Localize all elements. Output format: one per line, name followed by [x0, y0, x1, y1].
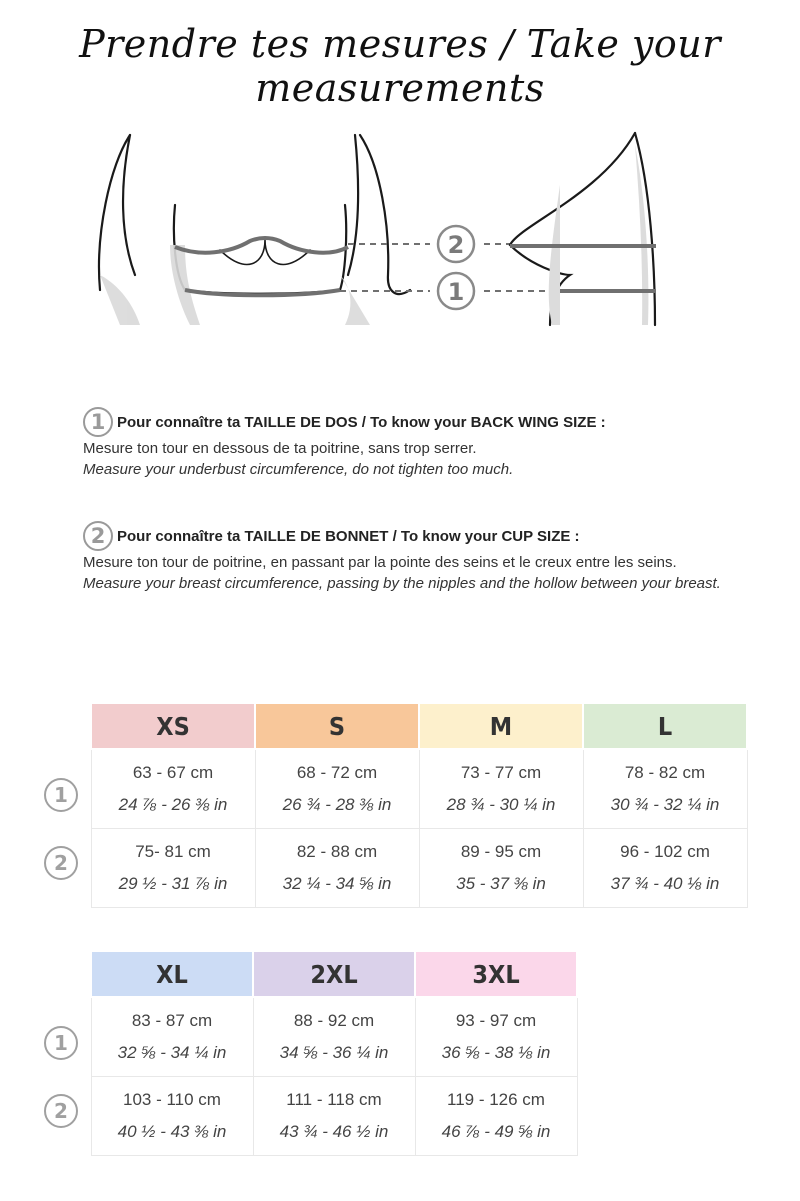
- cm-value: 96 - 102 cm: [620, 842, 710, 861]
- row-1-marker-2: 1: [44, 1026, 78, 1060]
- inch-value: 34 ⅝ - 36 ¼ in: [279, 1043, 389, 1062]
- cm-value: 68 - 72 cm: [296, 763, 378, 782]
- table-cell: [419, 829, 583, 908]
- marker-1-label: 1: [447, 278, 465, 306]
- row-2-marker-2: 2: [44, 1094, 78, 1128]
- inch-value: 26 ¾ - 28 ⅜ in: [282, 795, 392, 814]
- inch-value: 37 ¾ - 40 ⅛ in: [610, 874, 720, 893]
- cm-value: 88 - 92 cm: [293, 1011, 375, 1030]
- size-header-row: [91, 951, 577, 997]
- instruction-1-english: Measure your underbust circumference, do not tighten too much.: [83, 461, 514, 478]
- size-header-xl: XL: [91, 951, 253, 997]
- inch-value: 43 ¾ - 46 ½ in: [279, 1122, 389, 1141]
- cm-value: 119 - 126 cm: [447, 1090, 545, 1109]
- cm-value: 63 - 67 cm: [132, 763, 214, 782]
- measurement-diagram: [90, 125, 670, 330]
- inch-value: 35 - 37 ⅜ in: [456, 874, 546, 893]
- size-header-row: [91, 703, 747, 749]
- inch-value: 36 ⅝ - 38 ⅛ in: [441, 1043, 551, 1062]
- size-header-2xl: 2XL: [253, 951, 415, 997]
- bust-band-front: [175, 238, 348, 253]
- cm-value: 89 - 95 cm: [460, 842, 542, 861]
- cm-value: 103 - 110 cm: [123, 1090, 221, 1109]
- underbust-row: [91, 997, 577, 1077]
- inch-value: 30 ¾ - 32 ¼ in: [610, 795, 720, 814]
- instruction-back-size: [83, 406, 606, 480]
- cm-value: 93 - 97 cm: [455, 1011, 537, 1030]
- inch-value: 28 ¾ - 30 ¼ in: [446, 795, 556, 814]
- size-table-2: [90, 950, 578, 1156]
- size-header-s: S: [255, 703, 419, 749]
- cm-value: 75- 81 cm: [135, 842, 211, 861]
- instruction-2-english: Measure your breast circumference, passing by the nipples and the hollow between your breast.: [83, 575, 721, 592]
- bust-row: [91, 1077, 577, 1156]
- size-header-l: L: [583, 703, 747, 749]
- table-cell: [255, 829, 419, 908]
- size-header-3xl: 3XL: [415, 951, 577, 997]
- underbust-band-front: [185, 290, 340, 295]
- inch-value: 40 ½ - 43 ⅜ in: [117, 1122, 227, 1141]
- table-cell: [253, 997, 415, 1077]
- table-cell: [255, 749, 419, 829]
- page-title: Prendre tes mesures / Take your measurements: [79, 22, 721, 110]
- cm-value: 73 - 77 cm: [460, 763, 542, 782]
- table-cell: [415, 1077, 577, 1156]
- step-2-marker: 2: [83, 521, 113, 551]
- inch-value: 32 ¼ - 34 ⅝ in: [282, 874, 392, 893]
- row-1-marker: 1: [44, 778, 78, 812]
- instruction-cup-size: [83, 520, 721, 594]
- table-cell: [91, 997, 253, 1077]
- underbust-row: [91, 749, 747, 829]
- table-cell: [91, 749, 255, 829]
- size-header-m: M: [419, 703, 583, 749]
- size-header-xs: XS: [91, 703, 255, 749]
- table-cell: [253, 1077, 415, 1156]
- instruction-1-french: Mesure ton tour en dessous de ta poitrine, sans trop serrer.: [83, 440, 477, 457]
- inch-value: 29 ½ - 31 ⅞ in: [118, 874, 228, 893]
- cm-value: 78 - 82 cm: [624, 763, 706, 782]
- table-cell: [415, 997, 577, 1077]
- instruction-2-french: Mesure ton tour de poitrine, en passant par la pointe des seins et le creux entre les seins.: [83, 554, 677, 571]
- instruction-2-heading: Pour connaître ta TAILLE DE BONNET / To know your CUP SIZE :: [117, 527, 580, 545]
- bust-row: [91, 829, 747, 908]
- step-1-marker: 1: [83, 407, 113, 437]
- inch-value: 46 ⅞ - 49 ⅝ in: [441, 1122, 551, 1141]
- instruction-1-heading: Pour connaître ta TAILLE DE DOS / To know your BACK WING SIZE :: [117, 413, 606, 431]
- cm-value: 111 - 118 cm: [286, 1090, 382, 1109]
- inch-value: 32 ⅝ - 34 ¼ in: [117, 1043, 227, 1062]
- table-cell: [583, 829, 747, 908]
- cm-value: 83 - 87 cm: [131, 1011, 213, 1030]
- table-cell: [419, 749, 583, 829]
- table-cell: [91, 829, 255, 908]
- inch-value: 24 ⅞ - 26 ⅜ in: [118, 795, 228, 814]
- row-2-marker: 2: [44, 846, 78, 880]
- table-cell: [91, 1077, 253, 1156]
- table-cell: [583, 749, 747, 829]
- cm-value: 82 - 88 cm: [296, 842, 378, 861]
- marker-2-label: 2: [447, 231, 465, 259]
- size-table-1: [90, 702, 748, 908]
